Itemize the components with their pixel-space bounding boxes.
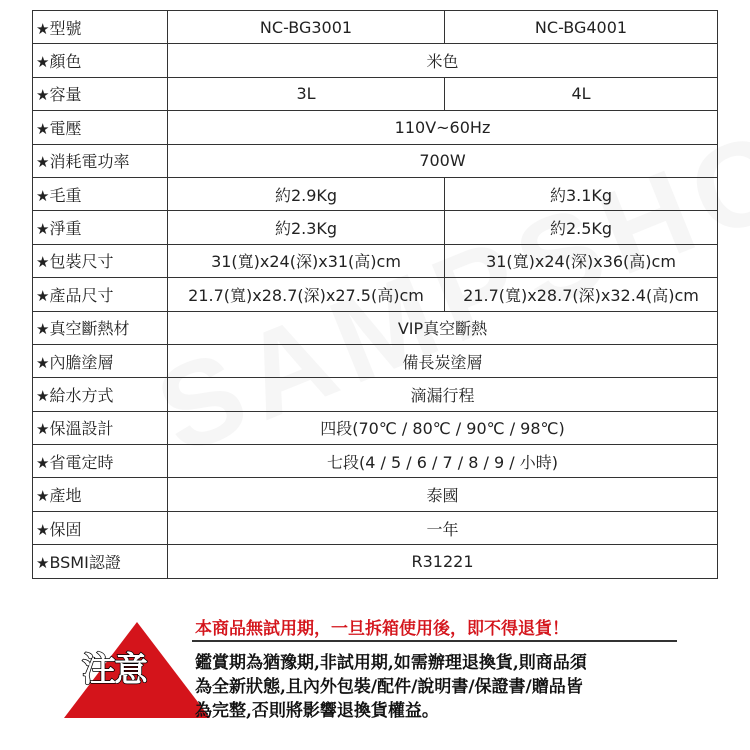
spec-row [33,44,718,77]
spec-label: ★保固 [33,511,168,544]
spec-row [33,378,718,411]
spec-value: 備長炭塗層 [168,344,718,377]
spec-row [33,244,718,277]
spec-label: ★給水方式 [33,378,168,411]
spec-label: ★保溫設計 [33,411,168,444]
spec-label: ★BSMI認證 [33,545,168,578]
spec-value: R31221 [168,545,718,578]
spec-value: VIP真空斷熱 [168,311,718,344]
spec-row [33,11,718,44]
spec-value: NC-BG3001 [168,11,445,44]
spec-value: 七段(4 / 5 / 6 / 7 / 8 / 9 / 小時) [168,445,718,478]
notice-body-line: 鑑賞期為猶豫期,非試用期,如需辦理退換貨,則商品須 [195,653,587,673]
spec-value: 四段(70℃ / 80℃ / 90℃ / 98℃) [168,411,718,444]
spec-value: 110V~60Hz [168,111,718,144]
star-icon: ★ [36,353,50,372]
star-icon: ★ [36,420,50,439]
spec-row [33,211,718,244]
notice-block [0,608,750,748]
spec-label: ★產地 [33,478,168,511]
star-icon: ★ [36,553,50,572]
spec-label: ★真空斷熱材 [33,311,168,344]
spec-row [33,478,718,511]
spec-value: 約3.1Kg [445,177,718,210]
spec-value: 31(寬)x24(深)x31(高)cm [168,244,445,277]
headline-divider [192,640,677,642]
spec-label: ★電壓 [33,111,168,144]
star-icon: ★ [36,53,50,72]
star-icon: ★ [36,386,50,405]
spec-value: 約2.9Kg [168,177,445,210]
star-icon: ★ [36,186,50,205]
spec-row [33,445,718,478]
spec-value: 一年 [168,511,718,544]
spec-label: ★內膽塗層 [33,344,168,377]
spec-label: ★淨重 [33,211,168,244]
spec-row [33,177,718,210]
spec-row [33,77,718,110]
spec-label: ★毛重 [33,177,168,210]
star-icon: ★ [36,286,50,305]
star-icon: ★ [36,153,50,172]
spec-row [33,278,718,311]
star-icon: ★ [36,19,50,38]
star-icon: ★ [36,86,50,105]
spec-row [33,545,718,578]
spec-row [33,111,718,144]
notice-body-line: 為全新狀態,且內外包裝/配件/說明書/保證書/贈品皆 [195,677,583,697]
star-icon: ★ [36,320,50,339]
star-icon: ★ [36,487,50,506]
spec-value: 21.7(寬)x28.7(深)x27.5(高)cm [168,278,445,311]
spec-label: ★容量 [33,77,168,110]
spec-row [33,511,718,544]
spec-value: 滴漏行程 [168,378,718,411]
spec-label: ★顏色 [33,44,168,77]
spec-value: 米色 [168,44,718,77]
star-icon: ★ [36,119,50,138]
spec-value: 泰國 [168,478,718,511]
star-icon: ★ [36,253,50,272]
notice-headline: 本商品無試用期，一旦拆箱使用後，即不得退貨！ [195,619,569,639]
spec-value: 3L [168,77,445,110]
spec-label: ★產品尺寸 [33,278,168,311]
spec-table [32,10,718,579]
spec-value: 約2.3Kg [168,211,445,244]
spec-value: 700W [168,144,718,177]
star-icon: ★ [36,453,50,472]
spec-label: ★省電定時 [33,445,168,478]
spec-value: 31(寬)x24(深)x36(高)cm [445,244,718,277]
spec-row [33,311,718,344]
star-icon: ★ [36,520,50,539]
spec-row [33,411,718,444]
spec-label: ★包裝尺寸 [33,244,168,277]
spec-value: 約2.5Kg [445,211,718,244]
spec-label: ★消耗電功率 [33,144,168,177]
spec-value: 21.7(寬)x28.7(深)x32.4(高)cm [445,278,718,311]
notice-body-line: 為完整,否則將影響退換貨權益。 [195,701,439,721]
spec-value: 4L [445,77,718,110]
spec-label: ★型號 [33,11,168,44]
star-icon: ★ [36,220,50,239]
spec-value: NC-BG4001 [445,11,718,44]
notice-badge: 注意 [82,650,146,690]
spec-row [33,144,718,177]
spec-row [33,344,718,377]
